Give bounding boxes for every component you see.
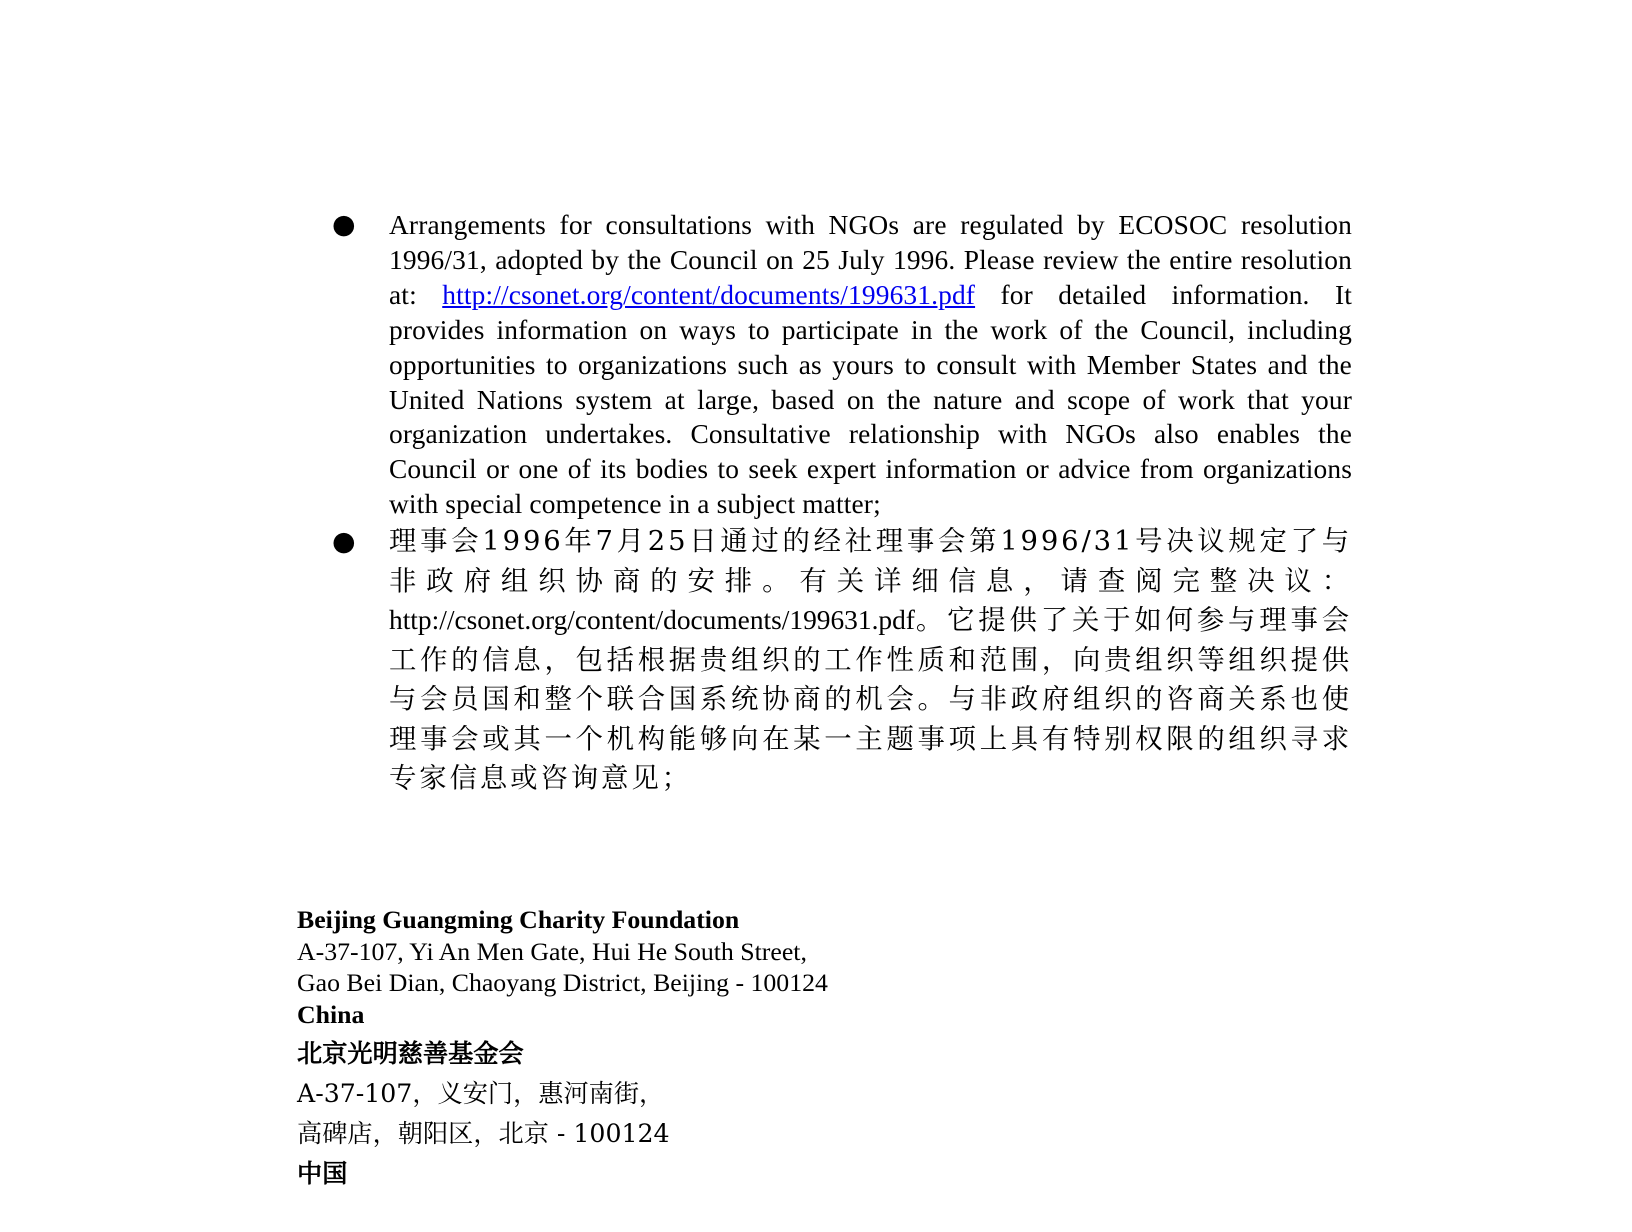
bullet-list — [332, 208, 1352, 799]
chinese-text-after-url: 。它提供了关于如何参与理事会工作的信息，包括根据贵组织的工作性质和范围，向贵组织等组织提供与会员国和整个联合国系统协商的机会。与非政府组织的咨商关系也使理事会或其一个机构能够向在某一主题事项上具有特别权限的组织寻求专家信息或咨询意见； — [389, 605, 1352, 795]
bullet-item-chinese — [332, 522, 1352, 799]
organization-name-zh: 北京光明慈善基金会 — [297, 1038, 524, 1069]
bullet-item-english — [332, 208, 1352, 522]
bullet-icon: ● — [332, 209, 356, 240]
english-text-before-link: Arrangements for consultations with NGOs are regulated by ECOSOC resolution 1996/31, adopted by the Council on 25 July 1996. Please review the entire resolution at: — [389, 210, 1352, 310]
address-line1-zh: A-37-107，义安门，惠河南街， — [297, 1079, 665, 1109]
address-line1-en: A-37-107, Yi An Men Gate, Hui He South Street, — [297, 936, 807, 966]
country-en: China — [297, 999, 365, 1029]
english-text-after-link: for detailed information. It provides information on ways to participate in the work of the Council, including opportunities to organizations such as yours to consult with Member States and the United Nations system at large, based on the nature and scope of work that your organization undertakes. Consultative relationship with NGOs also enables the Council or one of its bodies to seek expert information or advice from organizations with special competence in a subject matter; — [389, 279, 1352, 520]
address-block — [297, 904, 1197, 1194]
organization-name-en: Beijing Guangming Charity Foundation — [297, 905, 740, 934]
address-line2-en: Gao Bei Dian, Chaoyang District, Beijing - 100124 — [297, 968, 828, 998]
address-line2-zh: 高碑店，朝阳区，北京 - 100124 — [297, 1118, 670, 1148]
bullet-icon: ● — [332, 526, 359, 558]
chinese-url-text: http://csonet.org/content/documents/199631.pdf — [389, 605, 915, 636]
chinese-text-before-url: 理事会1996年7月25日通过的经社理事会第1996/31号决议规定了与非政府组织协商的安排。有关详细信息，请查阅完整决议： — [389, 526, 1352, 597]
country-zh: 中国 — [297, 1157, 348, 1188]
resolution-link[interactable]: http://csonet.org/content/documents/199631.pdf — [442, 279, 976, 310]
